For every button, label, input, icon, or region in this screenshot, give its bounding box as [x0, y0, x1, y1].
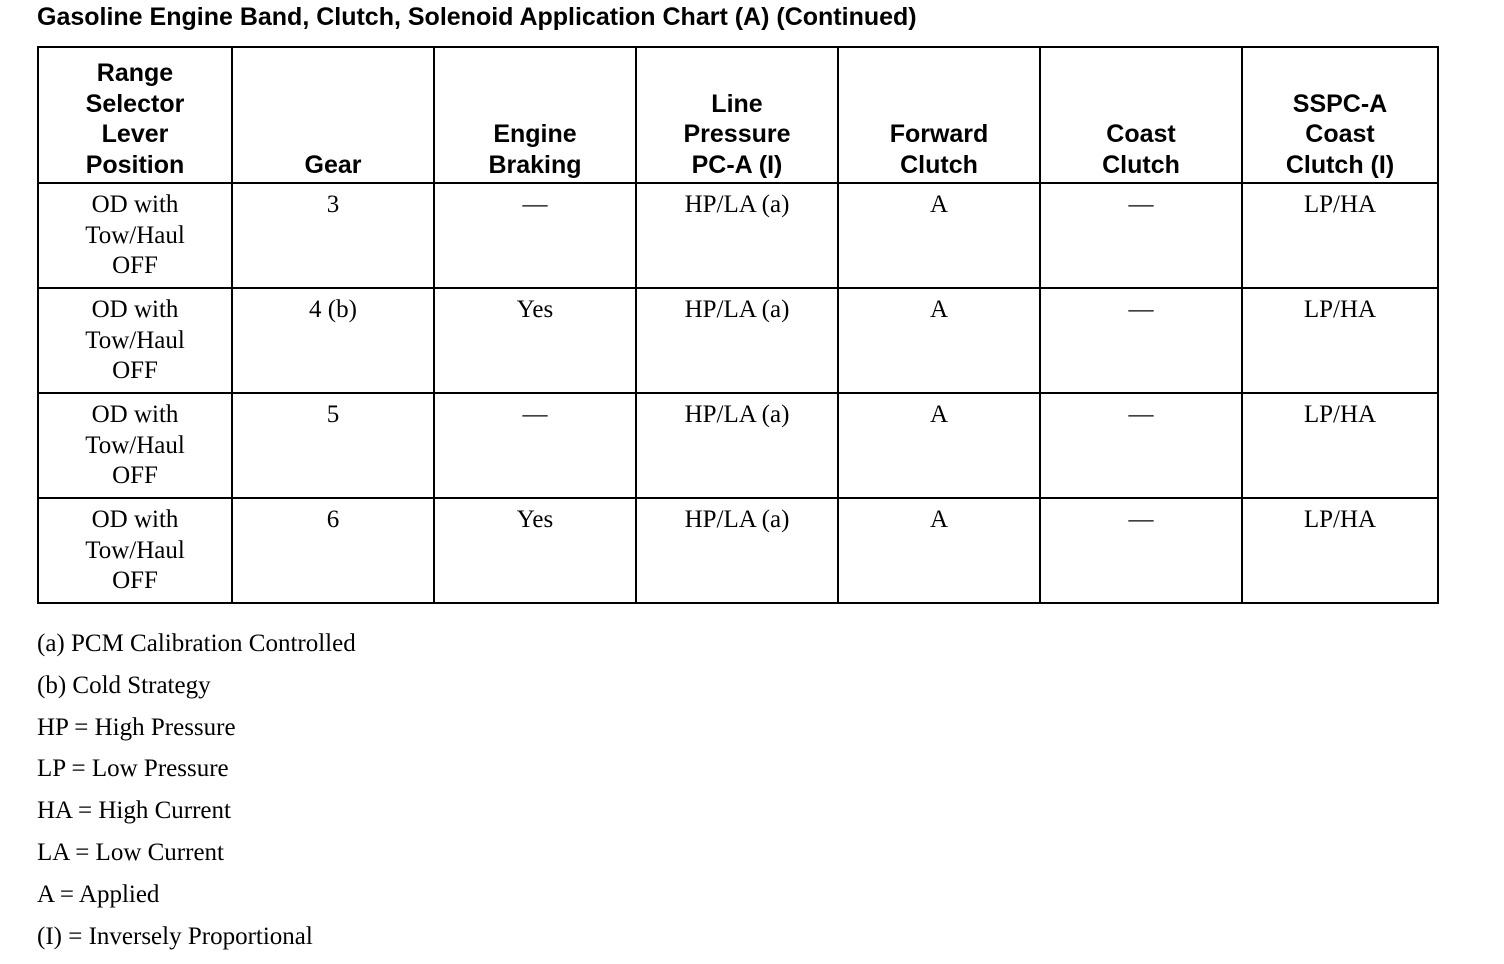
cell-gear: 3: [232, 183, 434, 288]
cell-engine-braking: —: [434, 393, 636, 498]
header-line-pressure: Line Pressure PC-A (I): [636, 47, 838, 183]
cell-line-pressure: HP/LA (a): [636, 183, 838, 288]
header-gear: Gear: [232, 47, 434, 183]
cell-position: OD with Tow/Haul OFF: [38, 393, 232, 498]
chart-title: Gasoline Engine Band, Clutch, Solenoid Application Chart (A) (Continued): [37, 3, 917, 31]
cell-sspc-a-coast-clutch: LP/HA: [1242, 498, 1438, 603]
cell-line-pressure: HP/LA (a): [636, 288, 838, 393]
cell-engine-braking: Yes: [434, 288, 636, 393]
header-coast-clutch: Coast Clutch: [1040, 47, 1242, 183]
cell-position: OD with Tow/Haul OFF: [38, 498, 232, 603]
cell-gear: 4 (b): [232, 288, 434, 393]
legend-i: (I) = Inversely Proportional: [37, 922, 313, 950]
cell-coast-clutch: —: [1040, 183, 1242, 288]
cell-position: OD with Tow/Haul OFF: [38, 183, 232, 288]
cell-sspc-a-coast-clutch: LP/HA: [1242, 393, 1438, 498]
header-engine-braking: Engine Braking: [434, 47, 636, 183]
header-forward-clutch: Forward Clutch: [838, 47, 1040, 183]
cell-forward-clutch: A: [838, 498, 1040, 603]
cell-coast-clutch: —: [1040, 498, 1242, 603]
cell-coast-clutch: —: [1040, 288, 1242, 393]
legend-hp: HP = High Pressure: [37, 713, 236, 741]
header-sspc-a-coast-clutch: SSPC-A Coast Clutch (I): [1242, 47, 1438, 183]
cell-sspc-a-coast-clutch: LP/HA: [1242, 183, 1438, 288]
footnote-b: (b) Cold Strategy: [37, 671, 211, 699]
table-row: [38, 498, 1438, 603]
cell-position: OD with Tow/Haul OFF: [38, 288, 232, 393]
cell-forward-clutch: A: [838, 393, 1040, 498]
header-range-selector-lever-position: Range Selector Lever Position: [38, 47, 232, 183]
cell-engine-braking: Yes: [434, 498, 636, 603]
cell-gear: 5: [232, 393, 434, 498]
cell-coast-clutch: —: [1040, 393, 1242, 498]
legend-ha: HA = High Current: [37, 797, 231, 825]
cell-forward-clutch: A: [838, 288, 1040, 393]
header-row: [38, 47, 1438, 183]
chart-footnotes: [37, 626, 356, 960]
legend-la: LA = Low Current: [37, 838, 224, 866]
table-row: [38, 183, 1438, 288]
table-row: [38, 393, 1438, 498]
legend-lp: LP = Low Pressure: [37, 755, 229, 783]
cell-forward-clutch: A: [838, 183, 1040, 288]
footnote-a: (a) PCM Calibration Controlled: [37, 630, 356, 657]
cell-line-pressure: HP/LA (a): [636, 498, 838, 603]
cell-sspc-a-coast-clutch: LP/HA: [1242, 288, 1438, 393]
table-row: [38, 288, 1438, 393]
cell-engine-braking: —: [434, 183, 636, 288]
cell-line-pressure: HP/LA (a): [636, 393, 838, 498]
application-chart-table: [37, 46, 1439, 604]
legend-a: A = Applied: [37, 880, 160, 908]
cell-gear: 6: [232, 498, 434, 603]
